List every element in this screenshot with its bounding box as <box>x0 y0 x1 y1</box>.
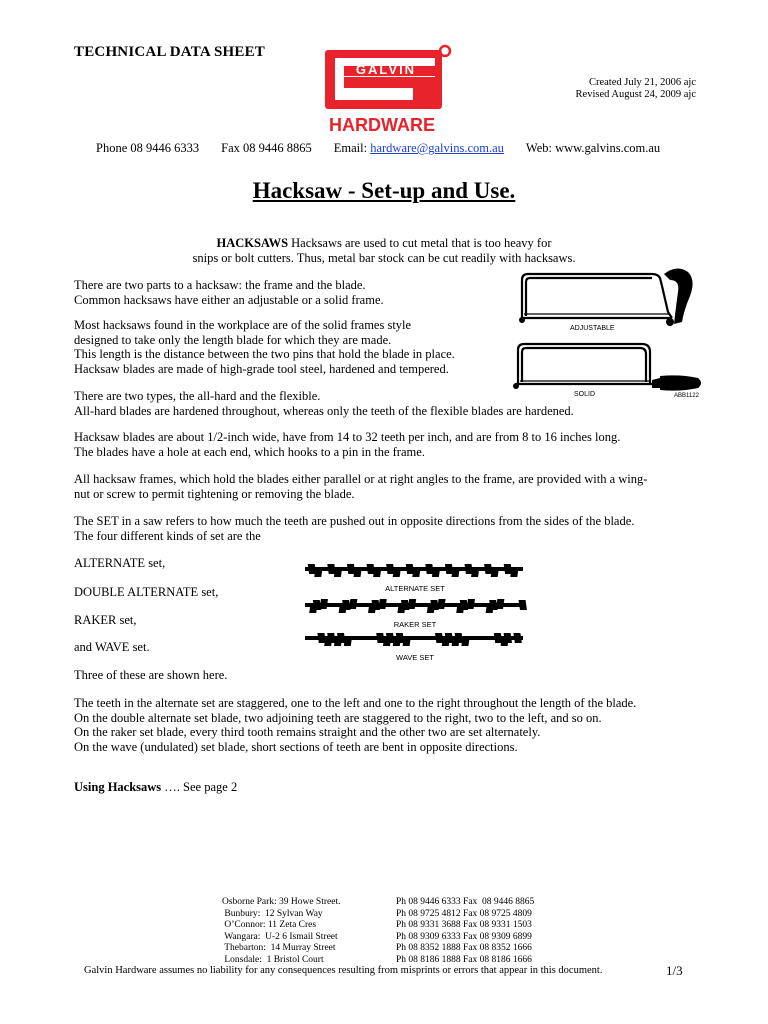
using-hacksaws-line <box>74 780 237 795</box>
revised-date: Revised August 24, 2009 ajc <box>575 89 696 100</box>
set-double-alternate: DOUBLE ALTERNATE set, <box>74 585 219 599</box>
alternate-set-blade <box>305 564 523 577</box>
revision-dates <box>540 77 696 101</box>
text-line: designed to take only the length blade for which they are made. <box>74 332 392 347</box>
intro-line-1: Hacksaws are used to cut metal that is too heavy for <box>288 236 552 250</box>
set-raker: RAKER set, <box>74 613 137 627</box>
branch-address: Bunbury: 12 Sylvan Way <box>222 908 323 919</box>
using-hacksaws-bold: Using Hacksaws <box>74 780 162 794</box>
branch-phone: Ph 08 9446 6333 Fax 08 9446 8865 <box>396 897 535 907</box>
paragraph-blade-size <box>74 430 620 459</box>
adjustable-label: ADJUSTABLE <box>570 325 615 332</box>
paragraph-set-descriptions <box>74 696 636 754</box>
text-line: On the wave (undulated) set blade, short sections of teeth are bent in opposite directions. <box>74 739 518 754</box>
branch-address: Thebarton: 14 Murray Street <box>222 943 336 953</box>
intro-line-2: snips or bolt cutters. Thus, metal bar stock can be cut readily with hacksaws. <box>192 250 576 265</box>
using-hacksaws-ref: …. See page 2 <box>161 780 238 794</box>
text-line: On the raker set blade, every third tooth remains straight and the other two are set alternately. <box>74 725 541 739</box>
text-line: This length is the distance between the two pins that hold the blade in place. <box>74 347 455 361</box>
intro-bold-term: HACKSAWS <box>216 236 289 250</box>
blade-spine <box>305 567 523 571</box>
paragraph-set <box>74 514 634 543</box>
set-wave: and WAVE set. <box>74 640 150 654</box>
text-line: There are two parts to a hacksaw: the frame and the blade. <box>74 278 366 292</box>
adjustable-hacksaw-figure <box>512 266 702 334</box>
wave-set-label: WAVE SET <box>396 653 434 662</box>
logo-ring-icon <box>440 46 450 56</box>
galvin-hardware-logo <box>322 44 454 136</box>
contact-line <box>96 141 660 156</box>
branch-address: Lonsdale: 1 Bristol Court <box>222 954 324 965</box>
contact-email-label: Email: <box>333 141 371 155</box>
branch-address: Osborne Park: 39 Howe Street. <box>222 897 341 907</box>
text-line: Hacksaw blades are about 1/2-inch wide, have from 14 to 32 teeth per inch, and are from 8 to 16 inches long. <box>74 430 621 444</box>
branch-phone: Ph 08 9309 6333 Fax 08 9309 6899 <box>396 931 532 942</box>
text-line: Most hacksaws found in the workplace are of the solid frames style <box>74 318 412 332</box>
text-line: The blades have a hole at each end, which hooks to a pin in the frame. <box>74 444 425 459</box>
blade-spine <box>305 636 523 640</box>
text-line: The four different kinds of set are the <box>74 528 261 543</box>
disclaimer: Galvin Hardware assumes no liability for any consequences resulting from misprints or errors that appear in this document. <box>84 965 603 976</box>
document-title: Hacksaw - Set-up and Use. <box>252 178 516 203</box>
branch-address: Wangara: U-2 6 Ismail Street <box>222 931 338 942</box>
contact-fax: Fax 08 9446 8865 <box>221 141 312 155</box>
branch-phone: Ph 08 9725 4812 Fax 08 9725 4809 <box>396 908 532 919</box>
set-alternate: ALTERNATE set, <box>74 556 166 570</box>
solid-hacksaw-figure <box>510 338 710 404</box>
contact-phone: Phone 08 9446 6333 <box>96 141 200 155</box>
paragraph-blade-types <box>74 389 574 418</box>
raker-set-blade <box>305 599 527 613</box>
logo-word-hardware: HARDWARE <box>329 115 435 135</box>
paragraph-frames <box>74 472 674 501</box>
document-header-title: TECHNICAL DATA SHEET <box>74 44 265 60</box>
branch-address: O’Connor: 11 Zeta Cres <box>222 920 317 930</box>
paragraph-parts <box>74 278 384 307</box>
page-number: 1/3 <box>666 963 683 978</box>
solid-label: SOLID <box>574 391 596 398</box>
text-line: The SET in a saw refers to how much the teeth are pushed out in opposite directions from the sides of the blade. <box>74 514 635 528</box>
logo-word-galvin: GALVIN <box>355 62 417 77</box>
three-shown: Three of these are shown here. <box>74 668 228 682</box>
raker-set-label: RAKER SET <box>393 620 437 629</box>
intro-paragraph <box>150 236 618 265</box>
blade-set-figures <box>303 559 529 665</box>
branch-phones <box>396 897 534 966</box>
branch-phone: Ph 08 8352 1888 Fax 08 8352 1666 <box>396 943 532 953</box>
paragraph-solid-frames <box>74 318 455 376</box>
text-line: There are two types, the all-hard and the flexible. <box>74 389 321 403</box>
text-line: Hacksaw blades are made of high-grade tool steel, hardened and tempered. <box>74 361 449 376</box>
created-date: Created July 21, 2006 ajc <box>588 77 696 88</box>
wave-set-blade <box>305 633 523 646</box>
branch-phone: Ph 08 8186 1888 Fax 08 8186 1666 <box>396 954 532 965</box>
text-line: All-hard blades are hardened throughout, whereas only the teeth of the flexible blades are hardened. <box>74 403 574 418</box>
text-line: The teeth in the alternate set are staggered, one to the left and one to the right throughout the length of the blade. <box>74 696 637 710</box>
contact-web: Web: www.galvins.com.au <box>525 141 661 155</box>
branch-phone: Ph 08 9331 3688 Fax 08 9331 1503 <box>396 920 532 930</box>
text-line: Common hacksaws have either an adjustable or a solid frame. <box>74 292 384 307</box>
blade-spine <box>305 603 523 607</box>
figure-code-label: ABB1122 <box>674 393 699 399</box>
alternate-set-label: ALTERNATE SET <box>385 584 445 593</box>
contact-email-link[interactable]: hardware@galvins.com.au <box>370 141 504 155</box>
branch-addresses <box>222 897 340 966</box>
text-line: All hacksaw frames, which hold the blades either parallel or at right angles to the frame, are provided with a wing- <box>74 472 648 486</box>
text-line: nut or screw to permit tightening or removing the blade. <box>74 486 355 501</box>
text-line: On the double alternate set blade, two adjoining teeth are staggered to the right, two to the left, and so on. <box>74 710 602 725</box>
